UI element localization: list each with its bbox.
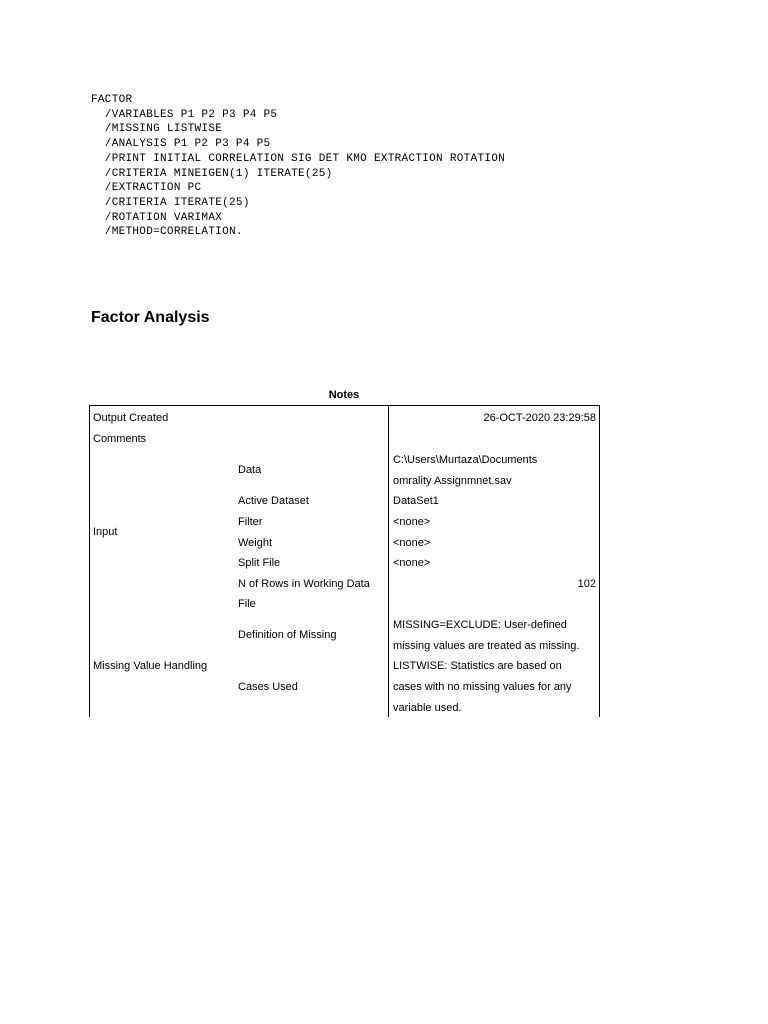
- notes-table-title: Notes: [328, 389, 360, 401]
- table-left-border: [89, 405, 90, 717]
- weight-label: Weight: [238, 537, 273, 549]
- cases-used-label: Cases Used: [238, 681, 298, 693]
- comments-label: Comments: [93, 433, 147, 445]
- split-file-value: <none>: [393, 557, 431, 569]
- n-rows-value: 102: [577, 578, 596, 590]
- table-divider: [388, 405, 389, 717]
- definition-missing-line1: MISSING=EXCLUDE: User-defined: [393, 619, 567, 631]
- active-dataset-label: Active Dataset: [238, 495, 309, 507]
- data-value-line2: omrality Assignmnet.sav: [393, 475, 512, 487]
- syntax-line: /CRITERIA MINEIGEN(1) ITERATE(25): [91, 167, 333, 180]
- filter-label: Filter: [238, 516, 263, 528]
- cases-used-line3: variable used.: [393, 702, 462, 714]
- syntax-line: /EXTRACTION PC: [91, 182, 202, 195]
- output-created-value: 26-OCT-2020 23:29:58: [483, 412, 596, 424]
- split-file-label: Split File: [238, 557, 281, 569]
- cases-used-line1: LISTWISE: Statistics are based on: [393, 660, 562, 672]
- syntax-line: /METHOD=CORRELATION.: [91, 226, 243, 239]
- output-created-label: Output Created: [93, 412, 169, 424]
- input-label: Input: [93, 526, 118, 538]
- cases-used-line2: cases with no missing values for any: [393, 681, 572, 693]
- syntax-line: /MISSING LISTWISE: [91, 123, 223, 136]
- filter-value: <none>: [393, 516, 431, 528]
- table-top-border: [89, 405, 600, 406]
- n-rows-label-line1: N of Rows in Working Data: [238, 578, 370, 590]
- section-heading: Factor Analysis: [91, 309, 210, 326]
- syntax-line: /CRITERIA ITERATE(25): [91, 196, 250, 209]
- weight-value: <none>: [393, 537, 431, 549]
- syntax-line: /PRINT INITIAL CORRELATION SIG DET KMO EXTRACTION ROTATION: [91, 152, 506, 165]
- data-label: Data: [238, 464, 262, 476]
- data-value-line1: C:\Users\Murtaza\Documents: [393, 454, 538, 466]
- syntax-block: [91, 93, 505, 240]
- syntax-line: /ANALYSIS P1 P2 P3 P4 P5: [91, 138, 271, 151]
- table-right-border: [599, 405, 600, 717]
- missing-value-handling-label: Missing Value Handling: [93, 660, 208, 672]
- definition-missing-label: Definition of Missing: [238, 629, 337, 641]
- n-rows-label-line2: File: [238, 598, 256, 610]
- definition-missing-line2: missing values are treated as missing.: [393, 640, 580, 652]
- active-dataset-value: DataSet1: [393, 495, 439, 507]
- syntax-line: /VARIABLES P1 P2 P3 P4 P5: [91, 108, 278, 121]
- syntax-line: FACTOR: [91, 94, 133, 106]
- syntax-line: /ROTATION VARIMAX: [91, 211, 223, 224]
